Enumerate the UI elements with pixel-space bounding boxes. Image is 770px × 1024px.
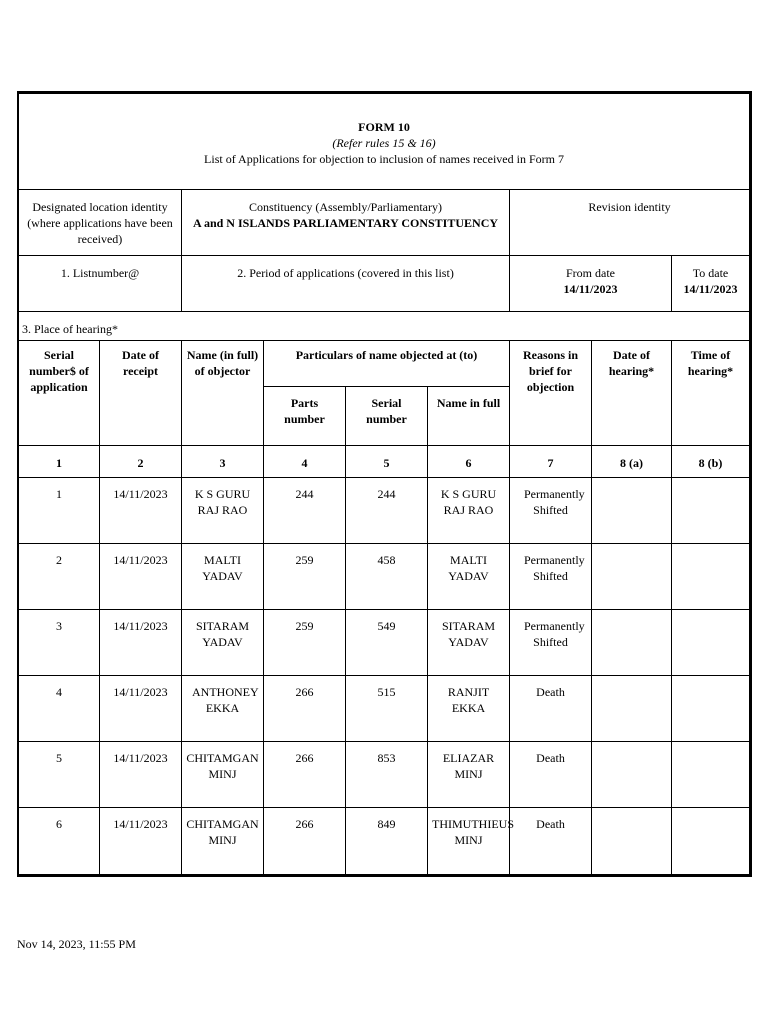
- part-cell: 266: [263, 675, 346, 742]
- form-title-block: [17, 91, 752, 190]
- col-serial-header: Serial number$ of application: [17, 340, 100, 446]
- serial-cell: 6: [17, 807, 100, 877]
- column-number: 4: [263, 445, 346, 478]
- col-parts-number-header: Parts number: [263, 386, 346, 446]
- form-sheet: [17, 91, 752, 877]
- date-hearing-cell: [591, 675, 672, 742]
- name-cell: ELIAZAR MINJ: [427, 741, 510, 808]
- name-cell: THIMUTHIEUS MINJ: [427, 807, 510, 877]
- name-cell: MALTI YADAV: [427, 543, 510, 610]
- serial-number-cell: 853: [345, 741, 428, 808]
- name-cell: RANJIT EKKA: [427, 675, 510, 742]
- col-date-receipt-header: Date of receipt: [99, 340, 182, 446]
- date-hearing-cell: [591, 477, 672, 544]
- objector-cell: SITARAM YADAV: [181, 609, 264, 676]
- objector-cell: K S GURU RAJ RAO: [181, 477, 264, 544]
- col-serial-number-header: Serial number: [345, 386, 428, 446]
- col-particulars-header: Particulars of name objected at (to): [263, 340, 510, 387]
- constituency-cell: [181, 189, 510, 256]
- date-cell: 14/11/2023: [99, 609, 182, 676]
- serial-cell: 3: [17, 609, 100, 676]
- objector-cell: CHITAMGAN MINJ: [181, 807, 264, 877]
- reason-cell: Permanently Shifted: [509, 609, 592, 676]
- column-number: 2: [99, 445, 182, 478]
- part-cell: 259: [263, 609, 346, 676]
- form-number: FORM 10: [358, 120, 410, 134]
- serial-cell: 2: [17, 543, 100, 610]
- date-cell: 14/11/2023: [99, 741, 182, 808]
- to-date-value: 14/11/2023: [683, 282, 738, 296]
- column-number: 7: [509, 445, 592, 478]
- serial-number-cell: 458: [345, 543, 428, 610]
- reason-cell: Death: [509, 675, 592, 742]
- part-cell: 266: [263, 741, 346, 808]
- date-cell: 14/11/2023: [99, 543, 182, 610]
- constituency-label: Constituency (Assembly/Parliamentary): [249, 200, 442, 214]
- reason-cell: Permanently Shifted: [509, 477, 592, 544]
- column-number: 3: [181, 445, 264, 478]
- column-number: 1: [17, 445, 100, 478]
- serial-cell: 5: [17, 741, 100, 808]
- designated-location-cell: Designated location identity (where applications have been received): [17, 189, 182, 256]
- place-of-hearing-cell: 3. Place of hearing*: [17, 311, 752, 341]
- list-number-cell: 1. Listnumber@: [17, 255, 182, 312]
- date-cell: 14/11/2023: [99, 675, 182, 742]
- form-rules: (Refer rules 15 & 16): [332, 136, 436, 150]
- name-cell: SITARAM YADAV: [427, 609, 510, 676]
- serial-number-cell: 244: [345, 477, 428, 544]
- date-hearing-cell: [591, 741, 672, 808]
- time-hearing-cell: [671, 807, 752, 877]
- reason-cell: Death: [509, 807, 592, 877]
- date-hearing-cell: [591, 609, 672, 676]
- column-number: 8 (b): [671, 445, 752, 478]
- date-cell: 14/11/2023: [99, 807, 182, 877]
- from-date-cell: From date 14/11/2023: [509, 255, 672, 312]
- column-number: 6: [427, 445, 510, 478]
- objector-cell: MALTI YADAV: [181, 543, 264, 610]
- col-time-hearing-header: Time of hearing*: [671, 340, 752, 446]
- period-cell: 2. Period of applications (covered in this list): [181, 255, 510, 312]
- time-hearing-cell: [671, 543, 752, 610]
- serial-cell: 4: [17, 675, 100, 742]
- form-description: List of Applications for objection to inclusion of names received in Form 7: [204, 152, 564, 166]
- reason-cell: Death: [509, 741, 592, 808]
- date-cell: 14/11/2023: [99, 477, 182, 544]
- part-cell: 259: [263, 543, 346, 610]
- to-date-cell: To date 14/11/2023: [671, 255, 752, 312]
- part-cell: 244: [263, 477, 346, 544]
- reason-cell: Permanently Shifted: [509, 543, 592, 610]
- time-hearing-cell: [671, 741, 752, 808]
- col-reasons-header: Reasons in brief for objection: [509, 340, 592, 446]
- name-cell: K S GURU RAJ RAO: [427, 477, 510, 544]
- col-objector-header: Name (in full) of objector: [181, 340, 264, 446]
- time-hearing-cell: [671, 477, 752, 544]
- serial-number-cell: 849: [345, 807, 428, 877]
- time-hearing-cell: [671, 675, 752, 742]
- objector-cell: CHITAMGAN MINJ: [181, 741, 264, 808]
- column-number: 8 (a): [591, 445, 672, 478]
- objector-cell: ANTHONEY EKKA: [181, 675, 264, 742]
- serial-number-cell: 549: [345, 609, 428, 676]
- serial-number-cell: 515: [345, 675, 428, 742]
- footer-timestamp: Nov 14, 2023, 11:55 PM: [17, 937, 136, 951]
- part-cell: 266: [263, 807, 346, 877]
- from-date-value: 14/11/2023: [563, 282, 618, 296]
- time-hearing-cell: [671, 609, 752, 676]
- col-date-hearing-header: Date of hearing*: [591, 340, 672, 446]
- column-number: 5: [345, 445, 428, 478]
- date-hearing-cell: [591, 543, 672, 610]
- col-name-in-full-header: Name in full: [427, 386, 510, 446]
- constituency-name: A and N ISLANDS PARLIAMENTARY CONSTITUENCY: [192, 216, 499, 230]
- revision-identity-cell: Revision identity: [509, 189, 752, 256]
- serial-cell: 1: [17, 477, 100, 544]
- date-hearing-cell: [591, 807, 672, 877]
